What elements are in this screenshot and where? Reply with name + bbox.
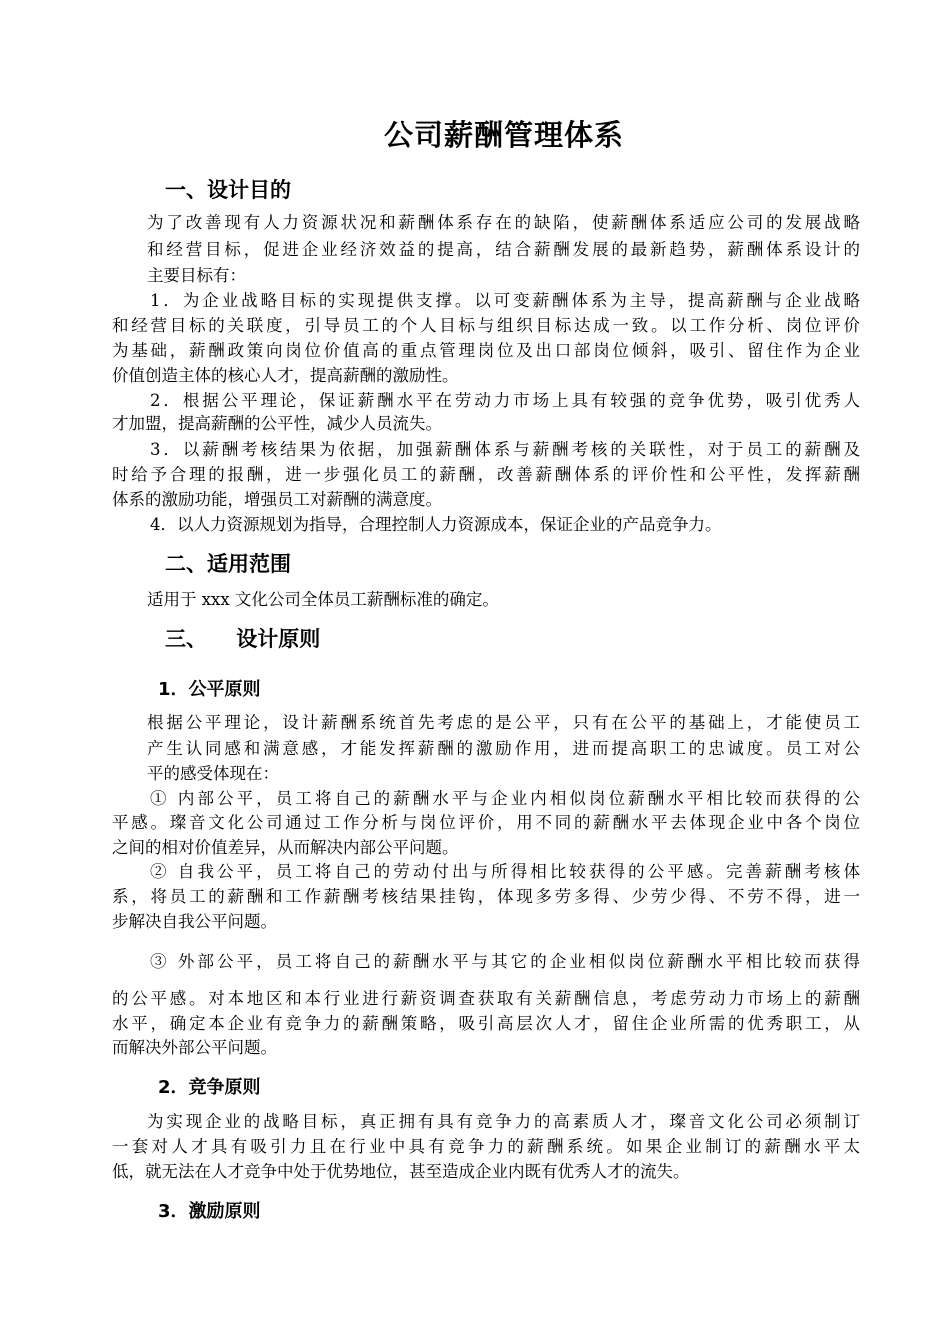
paragraph-line: 系，将员工的薪酬和工作薪酬考核结果挂钩，体现多劳多得、少劳少得、不劳不得，进一 <box>112 887 860 906</box>
section-heading-principles: 三、 设计原则 <box>165 627 321 651</box>
paragraph-line: 的公平感。对本地区和本行业进行薪资调查获取有关薪酬信息，考虑劳动力市场上的薪酬 <box>112 989 860 1008</box>
paragraph-line: 产生认同感和满意感，才能发挥薪酬的激励作用，进而提高职工的忠诚度。员工对公 <box>147 739 860 758</box>
paragraph-line: ② 自我公平，员工将自己的劳动付出与所得相比较获得的公平感。完善薪酬考核体 <box>150 862 860 881</box>
section-heading-purpose: 一、设计目的 <box>165 178 291 202</box>
paragraph-line: 步解决自我公平问题。 <box>112 912 277 931</box>
subsection-heading-competition: 2．竞争原则 <box>158 1077 261 1098</box>
paragraph-line: 为实现企业的战略目标，真正拥有具有竞争力的高素质人才，璨音文化公司必须制订 <box>147 1112 860 1131</box>
paragraph-line: 为基础，薪酬政策向岗位价值高的重点管理岗位及出口部岗位倾斜，吸引、留住作为企业 <box>112 341 860 360</box>
subsection-heading-incentive: 3．激励原则 <box>158 1201 261 1222</box>
paragraph-line: 主要目标有： <box>147 266 246 285</box>
paragraph-line: 4．以人力资源规划为指导，合理控制人力资源成本，保证企业的产品竞争力。 <box>150 515 722 534</box>
paragraph-line: 低，就无法在人才竞争中处于优势地位，甚至造成企业内既有优秀人才的流失。 <box>112 1162 690 1181</box>
paragraph-line: 一套对人才具有吸引力且在行业中具有竞争力的薪酬系统。如果企业制订的薪酬水平太 <box>112 1137 860 1156</box>
paragraph-line: 而解决外部公平问题。 <box>112 1038 277 1057</box>
paragraph-line: 3．以薪酬考核结果为依据，加强薪酬体系与薪酬考核的关联性，对于员工的薪酬及 <box>150 440 860 459</box>
paragraph-line: 和经营目标的关联度，引导员工的个人目标与组织目标达成一致。以工作分析、岗位评价 <box>112 316 860 335</box>
paragraph-line: 为了改善现有人力资源状况和薪酬体系存在的缺陷，使薪酬体系适应公司的发展战略 <box>147 213 860 232</box>
paragraph-line: 2．根据公平理论，保证薪酬水平在劳动力市场上具有较强的竞争优势，吸引优秀人 <box>150 391 860 410</box>
paragraph-line: 才加盟，提高薪酬的公平性，减少人员流失。 <box>112 414 442 433</box>
paragraph-line: 价值创造主体的核心人才，提高薪酬的激励性。 <box>112 366 459 385</box>
paragraph-line: ① 内部公平，员工将自己的薪酬水平与企业内相似岗位薪酬水平相比较而获得的公 <box>150 789 860 808</box>
paragraph-line: 平的感受体现在： <box>147 764 279 783</box>
page-title: 公司薪酬管理体系 <box>383 118 624 152</box>
paragraph-line: 1．为企业战略目标的实现提供支撑。以可变薪酬体系为主导，提高薪酬与企业战略 <box>150 291 860 310</box>
paragraph-line: 根据公平理论，设计薪酬系统首先考虑的是公平，只有在公平的基础上，才能使员工 <box>147 713 860 732</box>
paragraph-line: 和经营目标，促进企业经济效益的提高，结合薪酬发展的最新趋势，薪酬体系设计的 <box>147 240 860 259</box>
subsection-heading-fairness: 1．公平原则 <box>158 679 261 700</box>
section-heading-scope: 二、适用范围 <box>165 552 291 576</box>
paragraph-line: 水平，确定本企业有竞争力的薪酬策略，吸引高层次人才，留住企业所需的优秀职工，从 <box>112 1014 860 1033</box>
paragraph-line: 适用于 xxx 文化公司全体员工薪酬标准的确定。 <box>147 590 499 609</box>
paragraph-line: 之间的相对价值差异，从而解决内部公平问题。 <box>112 838 459 857</box>
paragraph-line: 体系的激励功能，增强员工对薪酬的满意度。 <box>112 490 442 509</box>
paragraph-line: 时给予合理的报酬，进一步强化员工的薪酬，改善薪酬体系的评价性和公平性，发挥薪酬 <box>112 465 860 484</box>
paragraph-line: 平感。璨音文化公司通过工作分析与岗位评价，用不同的薪酬水平去体现企业中各个岗位 <box>112 813 860 832</box>
paragraph-line: ③ 外部公平，员工将自己的薪酬水平与其它的企业相似岗位薪酬水平相比较而获得 <box>150 952 860 971</box>
